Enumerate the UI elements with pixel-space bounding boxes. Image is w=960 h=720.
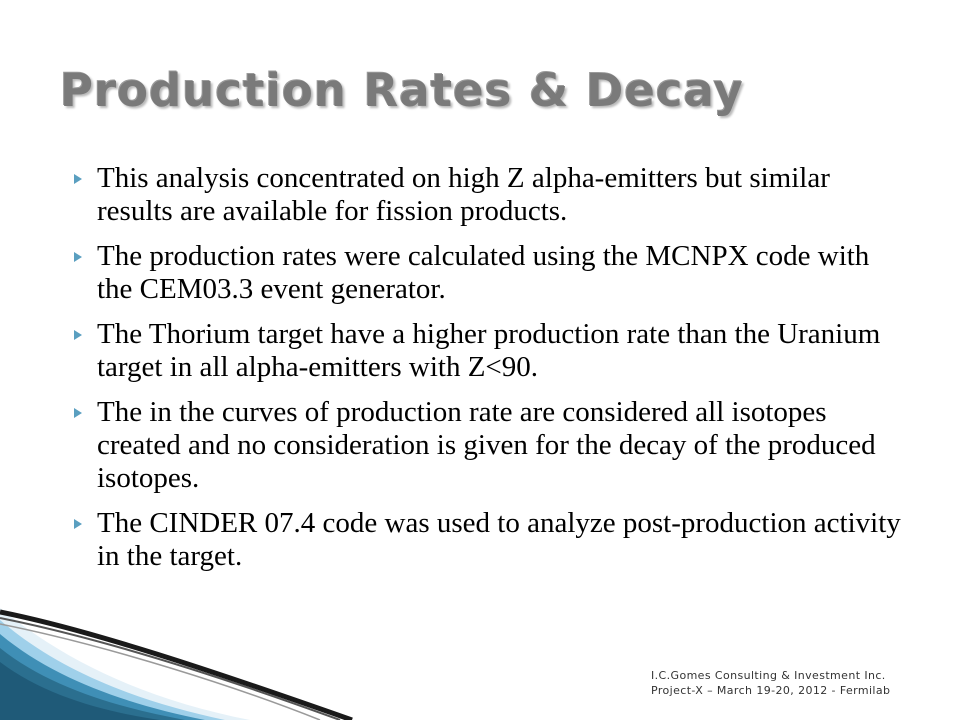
arrow-bullet-icon [74, 519, 82, 529]
bullet-item [72, 240, 902, 306]
bullet-text: The Thorium target have a higher production rate than the Uranium target in all alpha-emitters with Z<90. [97, 318, 881, 383]
footer-event: Project-X – March 19-20, 2012 - Fermilab [651, 684, 891, 697]
bullet-item [72, 396, 902, 495]
footer [651, 668, 890, 698]
slide-title: Production Rates & Decay [60, 64, 744, 117]
footer-company: I.C.Gomes Consulting & Investment Inc. [651, 669, 886, 682]
bullet-text: This analysis concentrated on high Z alpha-emitters but similar results are available for fission products. [97, 162, 830, 227]
arrow-bullet-icon [74, 408, 82, 418]
wave-decoration [0, 590, 960, 720]
arrow-bullet-icon [74, 252, 82, 262]
bullet-text: The CINDER 07.4 code was used to analyze post-production activity in the target. [97, 507, 901, 572]
arrow-bullet-icon [74, 174, 82, 184]
arrow-bullet-icon [74, 330, 82, 340]
bullet-item [72, 162, 902, 228]
bullet-item [72, 318, 902, 384]
bullet-list [72, 162, 902, 585]
bullet-text: The production rates were calculated using the MCNPX code with the CEM03.3 event generator. [97, 240, 870, 305]
bullet-item [72, 507, 902, 573]
bullet-text: The in the curves of production rate are considered all isotopes created and no consideration is given for the decay of the produced isotopes. [97, 396, 876, 494]
